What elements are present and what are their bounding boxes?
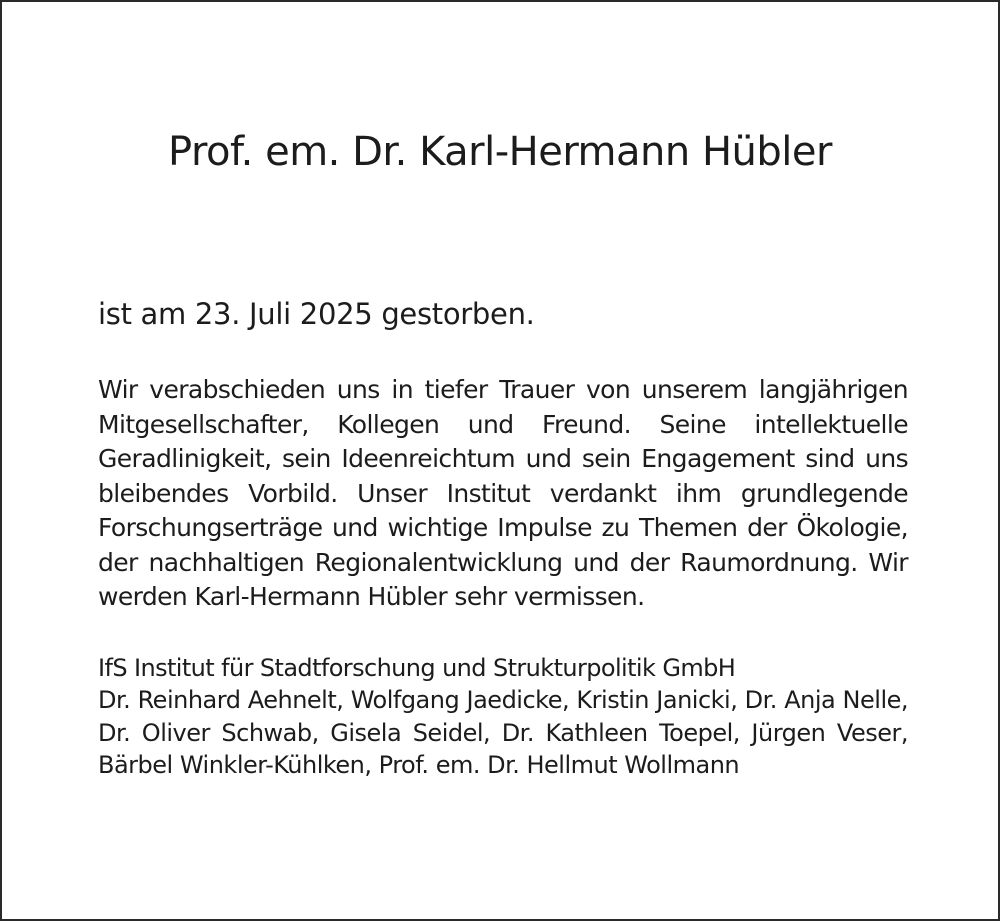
signature-block (98, 652, 908, 782)
death-date-line: ist am 23. Juli 2025 gestorben. (98, 297, 535, 331)
organization-name: IfS Institut für Stadtforschung und Strukturpolitik GmbH (98, 654, 736, 682)
deceased-name: Prof. em. Dr. Karl-Hermann Hübler (168, 129, 832, 175)
tribute-paragraph: Wir verabschieden uns in tiefer Trauer von unserem langjährigen Mitgesellschafter, Kollegen und Freund. Seine intellektuelle Geradlinigkeit, sein Ideenreichtum und sein Engagement sind uns bleibendes Vorbild. Unser Institut verdankt ihm grundlegende Forschungserträge und wichtige Impulse zu Themen der Ökologie, der nachhaltigen Regionalentwicklung und der Raumordnung. Wir werden Karl-Hermann Hübler sehr vermissen. (98, 375, 908, 611)
signatories-list: Dr. Reinhard Aehnelt, Wolfgang Jaedicke, Kristin Janicki, Dr. Anja Nelle, Dr. Oliver Schwab, Gisela Seidel, Dr. Kathleen Toepel, Jürgen Veser, Bärbel Winkler-Kühlken, Prof. em. Dr. Hellmut Wollmann (98, 686, 908, 779)
